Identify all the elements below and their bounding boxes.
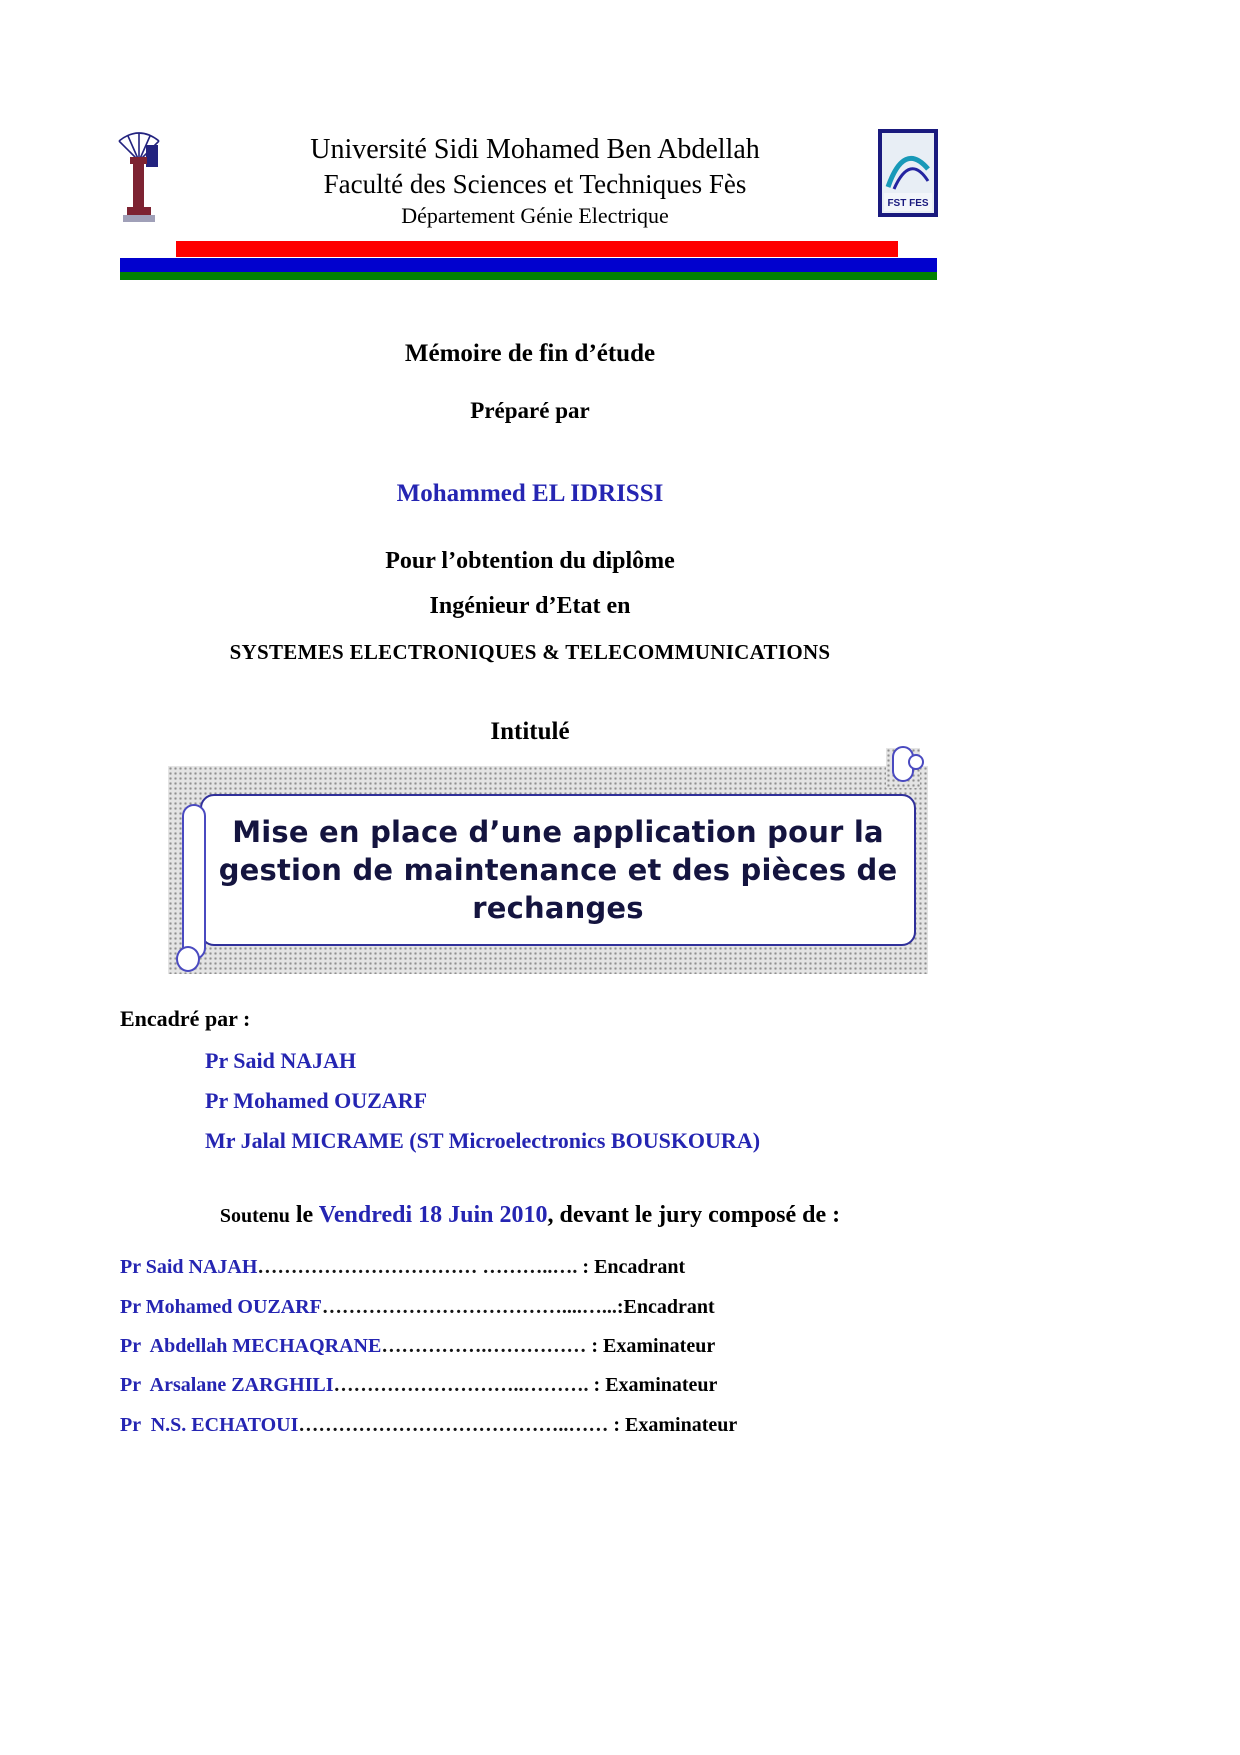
jury-member-role: : Examinateur [593,1374,718,1396]
header-institution-block [170,133,900,231]
jury-leader-dots: …………………………… ………..…. [257,1256,583,1278]
header-divider-blue-bar [120,258,937,272]
memoire-title: Mémoire de fin d’étude [404,340,656,367]
defense-date-line [120,1202,940,1229]
jury-member-name: Pr Mohamed OUZARF [120,1296,322,1318]
jury-row [120,1335,715,1358]
university-emblem-icon [112,131,166,231]
thesis-title-banner [168,758,938,978]
jury-member-role: : Examinateur [613,1414,738,1436]
author-name: Mohammed EL IDRISSI [396,480,664,507]
defense-le: le [289,1202,319,1228]
jury-leader-dots: …………….…………… [381,1335,592,1357]
header-divider-red-bar [176,241,898,257]
supervised-by-label: Encadré par : [120,1006,251,1031]
diploma-purpose-line: Pour l’obtention du diplôme [385,548,675,574]
fst-fes-logo-icon [878,129,938,217]
department-name: Département Génie Electrique [401,203,669,228]
jury-leader-dots: ………………………..………. [333,1374,594,1396]
thesis-title-card [200,794,916,946]
scroll-roll-left [182,804,206,960]
university-emblem-logo [112,131,166,231]
jury-member-role: : Examinateur [591,1335,716,1357]
specialty-line: SYSTEMES ELECTRONIQUES & TELECOMMUNICATIONS [229,640,831,664]
jury-row [120,1296,715,1319]
jury-row [120,1374,717,1397]
jury-leader-dots: …………………………………..…… [298,1414,614,1436]
fst-fes-logo [878,129,938,217]
scroll-curl-bottom-left [176,946,200,972]
jury-member-role: : Encadrant [582,1256,686,1278]
jury-row [120,1414,737,1437]
header-divider-green-bar [120,272,937,280]
entitled-label: Intitulé [490,718,570,745]
jury-leader-dots: ………………………………....…... [321,1296,617,1318]
supervisor-name: Pr Said NAJAH [205,1048,357,1073]
jury-member-name: Pr Said NAJAH [120,1256,258,1278]
svg-text:FST FES: FST FES [887,198,929,209]
jury-member-name: Pr Arsalane ZARGHILI [120,1374,334,1396]
supervisor-name: Mr Jalal MICRAME (ST Microelectronics BOUSKOURA) [205,1128,761,1153]
prepared-by-label: Préparé par [470,398,590,423]
degree-line: Ingénieur d’Etat en [429,593,631,619]
defense-suffix: , devant le jury composé de : [547,1202,841,1228]
thesis-title-line1: Mise en place d’une application pour la [232,815,884,849]
jury-member-name: Pr N.S. ECHATOUI [120,1414,299,1436]
university-name: Université Sidi Mohamed Ben Abdellah [310,134,760,165]
defense-date: Vendredi 18 Juin 2010 [318,1202,548,1228]
thesis-title-line3: rechanges [472,891,644,925]
thesis-title-line2: gestion de maintenance et des pièces de [218,853,898,887]
jury-row [120,1256,685,1279]
faculty-name: Faculté des Sciences et Techniques Fès [323,169,747,199]
jury-member-role: :Encadrant [616,1296,715,1318]
scroll-curl-top-right-ring [908,754,924,770]
jury-member-name: Pr Abdellah MECHAQRANE [120,1335,382,1357]
supervisor-name: Pr Mohamed OUZARF [205,1088,428,1113]
defense-soutenu: Soutenu [219,1205,290,1227]
